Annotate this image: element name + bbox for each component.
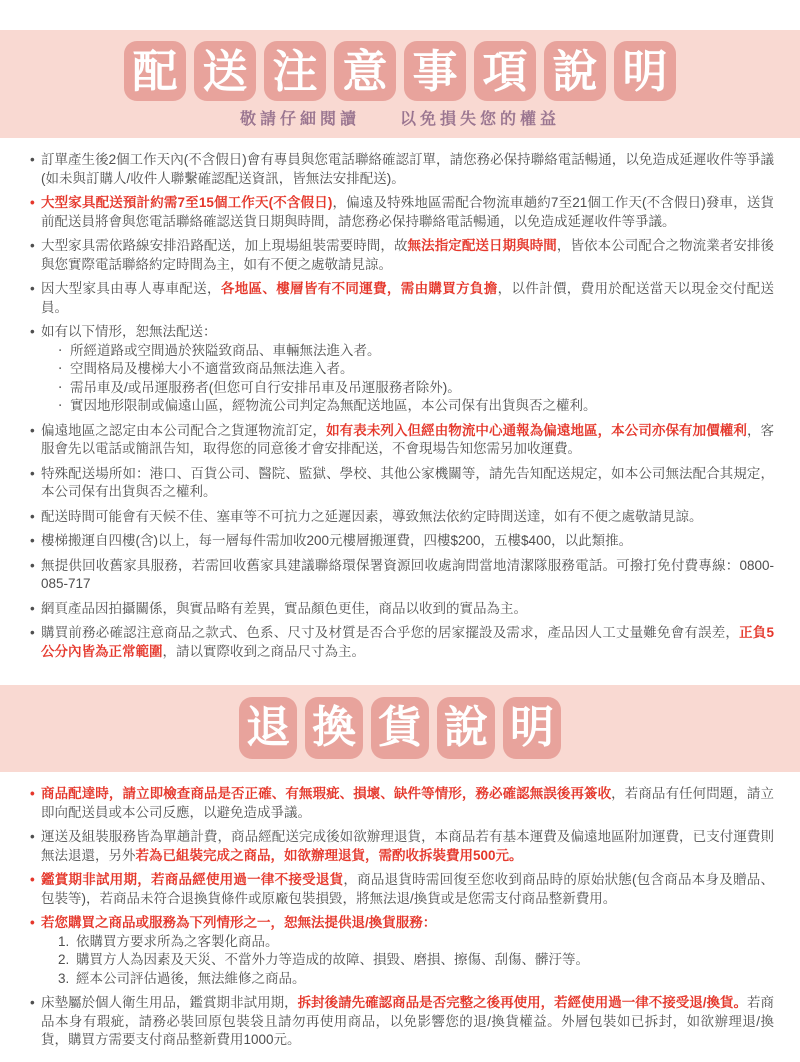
sub-note-list — [41, 342, 774, 416]
sub-note-item — [58, 951, 774, 970]
title-char-box: 貨 — [371, 697, 429, 759]
note-item — [30, 871, 774, 908]
title-char-box: 配 — [124, 41, 186, 101]
number-marker: 1. — [58, 933, 70, 949]
note-text-run: 床墊屬於個人衛生用品，鑑賞期非試用期， — [41, 995, 298, 1010]
bullet-icon: • — [30, 281, 35, 296]
note-item — [30, 237, 774, 274]
note-item — [30, 532, 774, 551]
delivery-and-return-notice-page — [0, 30, 800, 1047]
bullet-icon: • — [30, 915, 35, 930]
bullet-icon: • — [30, 422, 35, 438]
sub-note-item — [58, 970, 774, 989]
note-text-run: 運送及組裝服務皆為單趟計費，商品經配送完成後如欲辦理退貨，本商品若有基本運費及偏遠地區附加運費，已支付運費則無法退還，另外 — [41, 829, 774, 863]
note-item — [30, 557, 774, 594]
note-item — [30, 323, 774, 416]
delivery-section-title — [0, 41, 800, 101]
sub-note-item — [58, 379, 774, 398]
sub-note-text: 空間格局及樓梯大小不適當致商品無法進入者。 — [70, 361, 354, 376]
bullet-icon: • — [30, 533, 35, 548]
title-char-box: 意 — [334, 41, 396, 101]
note-text-run: 特殊配送場所如：港口、百貨公司、醫院、監獄、學校、其他公家機關等，請先告知配送規定，如本公司無法配合其規定，本公司保有出貨與否之權利。 — [41, 465, 774, 499]
title-char-box: 說 — [437, 697, 495, 759]
note-text-run: 大型家具配送預計約需7至15個工作天(不含假日) — [41, 195, 333, 210]
note-text-run: 各地區、樓層皆有不同運費，需由購買方負擔 — [220, 281, 498, 296]
title-char-box: 換 — [305, 697, 363, 759]
bullet-icon: • — [30, 557, 35, 573]
bullet-icon: • — [30, 238, 35, 253]
return-section-banner — [0, 685, 800, 772]
title-char-box: 明 — [614, 41, 676, 101]
note-text-run: 大型家具需依路線安排沿路配送，加上現場組裝需要時間，故 — [41, 238, 408, 253]
sub-note-item — [58, 342, 774, 361]
title-char-box: 說 — [544, 41, 606, 101]
note-text-run: 無法指定配送日期與時間 — [407, 238, 557, 253]
sub-note-item — [58, 933, 774, 952]
note-text-run: 正負5公分內皆為正常範圍 — [41, 625, 774, 659]
bullet-icon: • — [30, 324, 35, 339]
note-item — [30, 280, 774, 317]
delivery-notes-list — [0, 138, 800, 673]
note-item — [30, 600, 774, 619]
note-item — [30, 465, 774, 502]
return-notes-list — [0, 772, 800, 1062]
bullet-icon: • — [30, 465, 35, 481]
dot-icon: ‧ — [58, 342, 63, 358]
sub-note-text: 實因地形限制或偏遠山區，經物流公司判定為無配送地區，本公司保有出貨與否之權利。 — [70, 398, 597, 413]
sub-note-item — [58, 360, 774, 379]
sub-note-text: 需吊車及/或吊運服務者(但您可自行安排吊車及吊運服務者除外)。 — [70, 379, 461, 395]
note-item — [30, 194, 774, 231]
note-text-run: ，皆依本公司配合之物流業者安排後與您實際電話聯絡約定時間為主，如有不便之處敬請見諒。 — [41, 238, 775, 272]
note-text-run: 購買前務必確認注意商品之款式、色系、尺寸及材質是否合乎您的居家擺設及需求，產品因人工丈量難免會有誤差， — [41, 625, 740, 640]
title-char-box: 明 — [503, 697, 561, 759]
note-item — [30, 994, 774, 1050]
bullet-icon: • — [30, 995, 35, 1010]
dot-icon: ‧ — [58, 379, 63, 395]
note-text-run: 樓梯搬運自四樓(含)以上，每一層每件需加收200元樓層搬運費，四樓$200，五樓$400，以此類推。 — [41, 533, 633, 548]
note-text-run: ，請以實際收到之商品尺寸為主。 — [162, 643, 365, 659]
note-text-run: 訂單產生後2個工作天內(不含假日)會有專員與您電話聯絡確認訂單，請您務必保持聯絡電話暢通，以免造成延遲收件等爭議(如未與訂購人/收件人聯繫確認配送資訊，皆無法安排配送)。 — [41, 152, 774, 186]
title-char-box: 注 — [264, 41, 326, 101]
note-text-run: 無提供回收舊家具服務，若需回收舊家具建議聯絡環保署資源回收處詢問當地清潔隊服務電話。可撥打免付費專線：0800-085-717 — [41, 557, 774, 591]
bullet-icon: • — [30, 152, 35, 167]
note-item — [30, 785, 774, 822]
title-char-box: 項 — [474, 41, 536, 101]
note-item — [30, 624, 774, 661]
note-text-run: ，若商品有任何問題，請立即向配送員或本公司反應，以避免造成爭議。 — [41, 786, 775, 820]
sub-note-text: 所經道路或空間過於狹隘致商品、車輛無法進入者。 — [70, 342, 381, 358]
bullet-icon: • — [30, 508, 35, 524]
delivery-section-banner — [0, 30, 800, 138]
note-text-run: ，以件計價，費用於配送當天以現金交付配送員。 — [41, 281, 775, 315]
note-text-run: 如有表未列入但經由物流中心通報為偏遠地區，本公司亦保有加價權利 — [326, 422, 747, 438]
note-text-run: 網頁產品因拍攝關係，與實品略有差異，實品顏色更佳，商品以收到的實品為主。 — [41, 600, 527, 616]
bullet-icon: • — [30, 195, 35, 210]
note-text-run: 商品配達時，請立即檢查商品是否正確、有無瑕疵、損壞、缺件等情形，務必確認無誤後再簽收 — [41, 786, 612, 801]
note-text-run: ，客服會先以電話或簡訊告知，取得您的同意後才會安排配送，不會現場告知您需另加收運費。 — [41, 422, 775, 456]
note-item — [30, 914, 774, 988]
bullet-icon: • — [30, 600, 35, 616]
note-text-run: 若您購買之商品或服務為下列情形之一，恕無法提供退/換貨服務： — [41, 915, 437, 930]
sub-note-text: 購買方人為因素及天災、不當外力等造成的故障、損毀、磨損、擦傷、刮傷、髒汙等。 — [76, 952, 589, 967]
note-text-run: ，偏遠及特殊地區需配合物流車趟約7至21個工作天(不含假日)發車，送貨前配送員將會與您電話聯絡確認送貨日期與時間，請您務必保持聯絡電話暢通，以免造成延遲收件等爭議。 — [41, 195, 775, 229]
note-text-run: 如有以下情形，恕無法配送： — [41, 324, 217, 339]
note-text-run: 鑑賞期非試用期，若商品經使用過一律不接受退貨 — [41, 872, 344, 887]
title-char-box: 退 — [239, 697, 297, 759]
sub-note-text: 依購買方要求所為之客製化商品。 — [76, 933, 279, 949]
delivery-section-subtitle: 敬請仔細閱讀 以免損失您的權益 — [239, 111, 560, 128]
sub-note-text: 經本公司評估過後，無法維修之商品。 — [76, 970, 306, 986]
note-item — [30, 508, 774, 527]
sub-note-list — [41, 933, 774, 989]
sub-note-item — [58, 397, 774, 416]
bullet-icon: • — [30, 786, 35, 801]
note-text-run: 若為已組裝完成之商品，如欲辦理退貨，需酌收拆裝費用500元。 — [135, 847, 523, 863]
bullet-icon: • — [30, 829, 35, 844]
title-char-box: 事 — [404, 41, 466, 101]
note-text-run: 因大型家具由專人專車配送， — [41, 281, 221, 296]
dot-icon: ‧ — [58, 361, 63, 376]
bullet-icon: • — [30, 625, 35, 640]
number-marker: 2. — [58, 952, 70, 967]
note-text-run: ，商品退貨時需回復至您收到商品時的原始狀態(包含商品本身及贈品、包裝等)，若商品未符合退換貨條件或原廠包裝損毀，將無法退/換貨或是您需支付商品整新費用。 — [41, 872, 775, 906]
note-text-run: 偏遠地區之認定由本公司配合之貨運物流訂定， — [41, 422, 327, 438]
number-marker: 3. — [58, 970, 70, 986]
dot-icon: ‧ — [58, 398, 63, 413]
note-text-run: 若商品本身有瑕疵，請務必裝回原包裝袋且請勿再使用商品，以免影響您的退/換貨權益。外層包裝如已拆封，如欲辦理退/換貨，購買方需要支付商品整新費用1000元。 — [41, 995, 775, 1047]
note-text-run: 拆封後請先確認商品是否完整之後再使用，若經使用過一律不接受退/換貨。 — [297, 995, 748, 1010]
title-char-box: 送 — [194, 41, 256, 101]
note-item — [30, 422, 774, 459]
return-section-title — [0, 697, 800, 759]
bullet-icon: • — [30, 872, 35, 887]
note-item — [30, 151, 774, 188]
note-text-run: 配送時間可能會有天候不佳、塞車等不可抗力之延遲因素，導致無法依約定時間送達，如有不便之處敬請見諒。 — [41, 508, 703, 524]
note-item — [30, 828, 774, 865]
